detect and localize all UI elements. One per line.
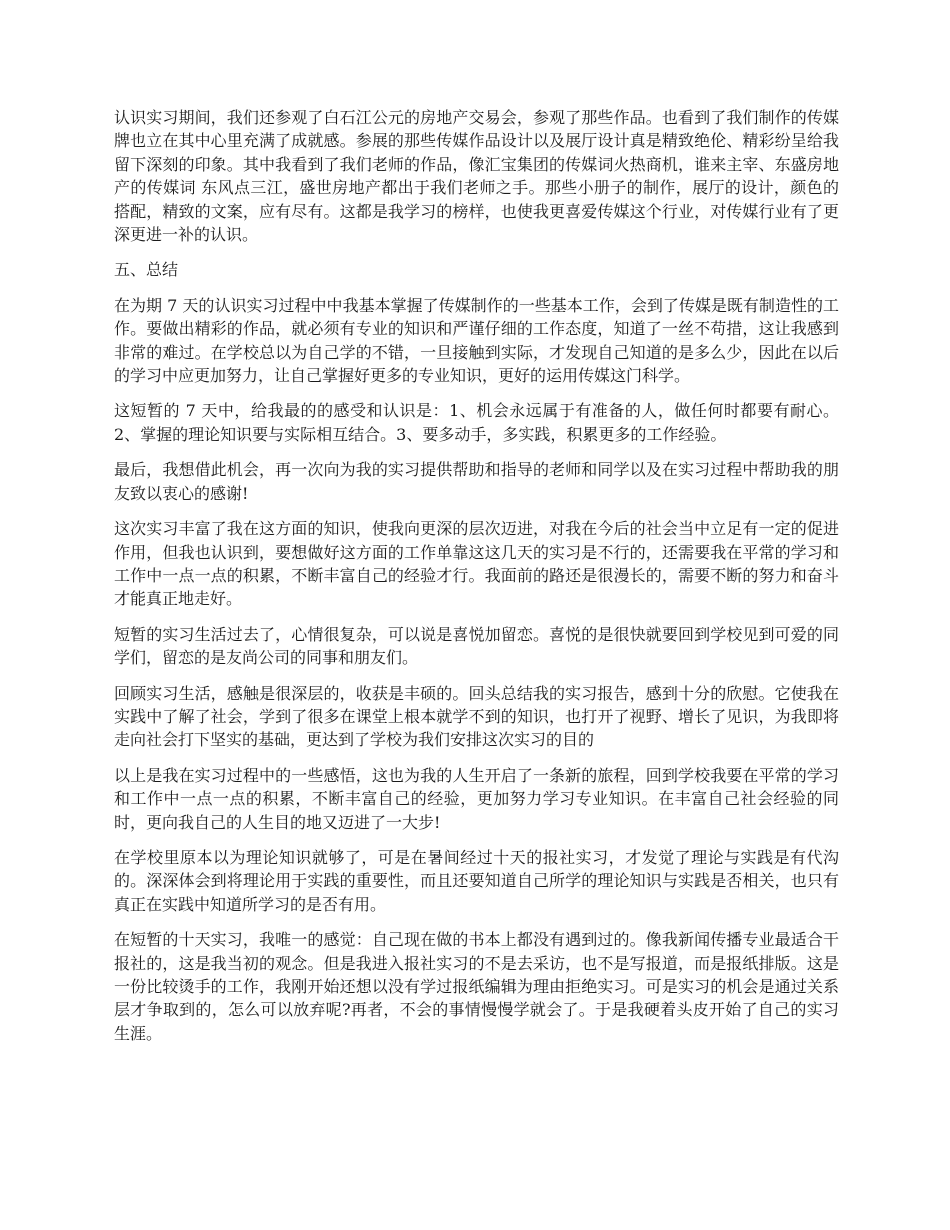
paragraph-seven-day-internship: 在为期 7 天的认识实习过程中中我基本掌握了传媒制作的一些基本工作，会到了传媒是既有制造性的工作。要做出精彩的作品，就必须有专业的知识和严谨仔细的工作态度，知道了一丝不苟措，这让我感到非常的难过。在学校总以为自己学的不错，一旦接触到实际，才发现自己知道的是多么少，因此在以后的学习中应更加努力，让自己掌握好更多的专业知识，更好的运用传媒这门科学。	[114, 295, 839, 386]
paragraph-theory-practice: 在学校里原本以为理论知识就够了，可是在暑间经过十天的报社实习，才发觉了理论与实践是有代沟的。深深体会到将理论用于实践的重要性，而且还要知道自己所学的理论知识与实践是否相关，也只有真正在实践中知道所学习的是否有用。	[114, 847, 839, 914]
document-page	[114, 106, 839, 1057]
paragraph-feelings: 短暂的实习生活过去了，心情很复杂，可以说是喜悦加留恋。喜悦的是很快就要回到学校见到可爱的同学们，留恋的是友尚公司的同事和朋友们。	[114, 624, 839, 668]
paragraph-exhibition: 认识实习期间，我们还参观了白石江公元的房地产交易会，参观了那些作品。也看到了我们制作的传媒牌也立在其中心里充满了成就感。参展的那些传媒作品设计以及展厅设计真是精致绝伦、精彩纷呈给我留下深刻的印象。其中我看到了我们老师的作品，像汇宝集团的传媒词火热商机，谁来主宰、东盛房地产的传媒词 东风点三江，盛世房地产都出于我们老师之手。那些小册子的制作，展厅的设计，颜色的搭配，精致的文案，应有尽有。这都是我学习的榜样，也使我更喜爱传媒这个行业，对传媒行业有了更深更进一补的认识。	[114, 108, 839, 245]
paragraph-ten-day-internship: 在短暂的十天实习，我唯一的感觉：自己现在做的书本上都没有遇到过的。像我新闻传播专业最适合干报社的，这是我当初的观念。但是我进入报社实习的不是去采访，也不是写报道，而是报纸排版。这是一份比较烫手的工作，我刚开始还想以没有学过报纸编辑为理由拒绝实习。可是实习的机会是通过关系层才争取到的，怎么可以放弃呢?再者，不会的事情慢慢学就会了。于是我硬着头皮开始了自己的实习生涯。	[114, 930, 839, 1043]
paragraph-knowledge: 这次实习丰富了我在这方面的知识，使我向更深的层次迈进，对我在今后的社会当中立足有一定的促进作用，但我也认识到，要想做好这方面的工作单靠这这几天的实习是不行的，还需要我在平常的学习和工作中一点一点的积累，不断丰富自己的经验才行。我面前的路还是很漫长的，需要不断的努力和奋斗才能真正地走好。	[114, 519, 839, 609]
paragraph-reflections: 以上是我在实习过程中的一些感悟，这也为我的人生开启了一条新的旅程，回到学校我要在平常的学习和工作中一点一点的积累，不断丰富自己的经验，更加努力学习专业知识。在丰富自己社会经验的同时，更向我自己的人生目的地又迈进了一大步!	[114, 765, 839, 832]
paragraph-thanks: 最后，我想借此机会，再一次向为我的实习提供帮助和指导的老师和同学以及在实习过程中帮助我的朋友致以衷心的感谢!	[114, 460, 839, 503]
paragraph-lessons: 这短暂的 7 天中，给我最的的感受和认识是：1、机会永远属于有准备的人，做任何时都要有耐心。2、掌握的理论知识要与实际相互结合。3、要多动手，多实践，积累更多的工作经验。	[114, 401, 839, 444]
paragraph-review: 回顾实习生活，感触是很深层的，收获是丰硕的。回头总结我的实习报告，感到十分的欣慰。它使我在实践中了解了社会，学到了很多在课堂上根本就学不到的知识，也打开了视野、增长了见识，为我即将走向社会打下坚实的基础，更达到了学校为我们安排这次实习的目的	[114, 683, 839, 750]
section-heading-summary: 五、总结	[114, 260, 179, 280]
